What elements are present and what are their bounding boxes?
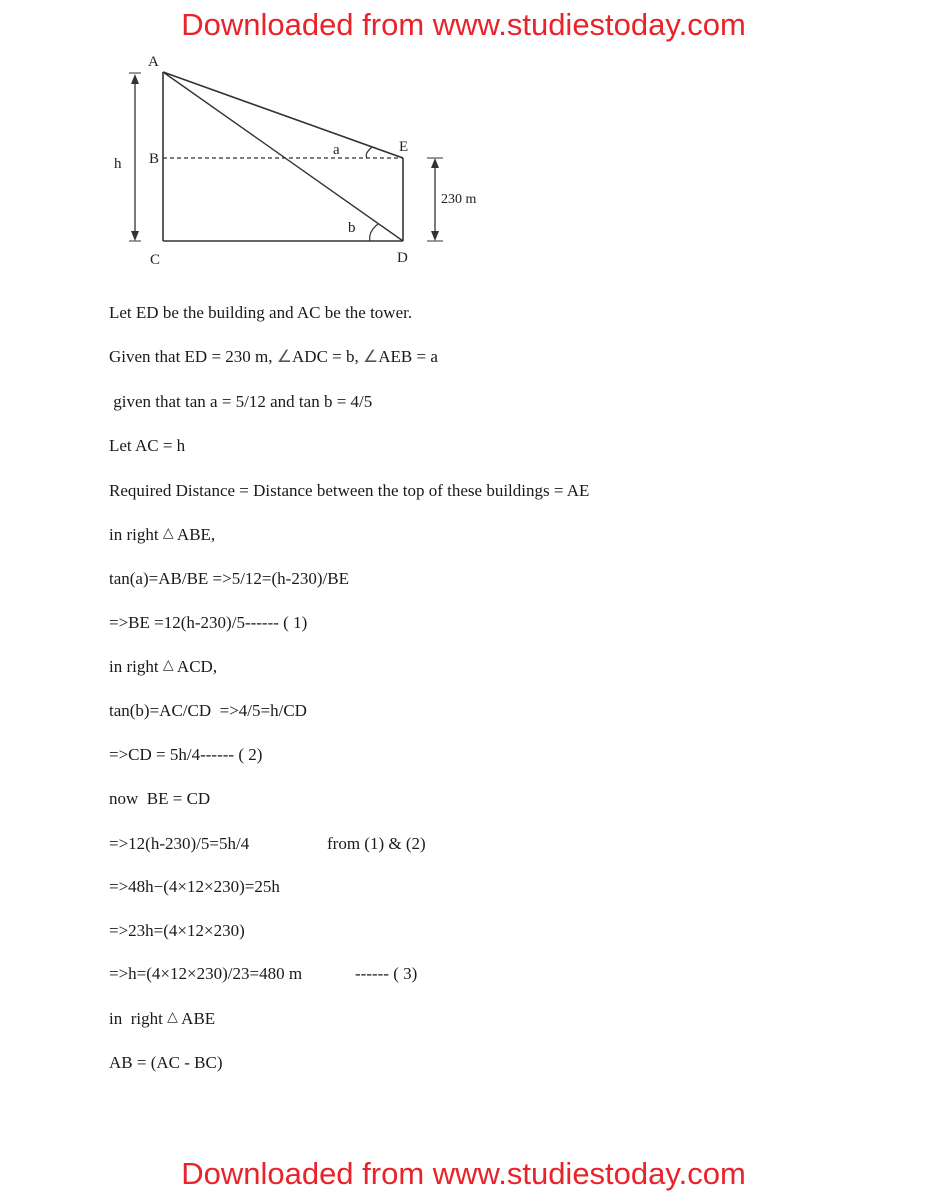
label-a-point: A [148, 54, 159, 70]
footer-banner: Downloaded from www.studiestoday.com [181, 1156, 746, 1191]
text-line-14: =>48h−(4×12×230)=25h [109, 877, 280, 896]
text-line-2: Given that ED = 230 m, ∠ADC = b, ∠AEB = a [109, 347, 438, 366]
text-line-10: tan(b)=AC/CD =>4/5=h/CD [109, 701, 307, 720]
triangle-icon: △ [167, 1010, 178, 1025]
label-d-point: D [397, 250, 408, 266]
label-angle-a: a [333, 142, 340, 158]
label-h: h [114, 156, 122, 172]
label-angle-b: b [348, 220, 356, 236]
text-line-11: =>CD = 5h/4------ ( 2) [109, 745, 263, 764]
text-line-5: Required Distance = Distance between the top of these buildings = AE [109, 481, 590, 500]
text-line-18: AB = (AC - BC) [109, 1053, 223, 1072]
ed-arrow-bottom [431, 231, 439, 241]
text-line-15: =>23h=(4×12×230) [109, 921, 245, 940]
text-line-1: Let ED be the building and AC be the tower. [109, 303, 413, 322]
triangle-icon: △ [162, 526, 174, 541]
line-ad [163, 72, 403, 241]
label-b-point: B [149, 151, 160, 167]
label-c-point: C [150, 252, 161, 268]
angle-icon: ∠ [276, 347, 293, 366]
angle-b-arc [370, 224, 378, 241]
header-banner: Downloaded from www.studiestoday.com [181, 7, 746, 42]
angle-a-arc [366, 147, 372, 158]
text-line-8: =>BE =12(h-230)/5------ ( 1) [109, 613, 308, 632]
text-line-7: tan(a)=AB/BE =>5/12=(h-230)/BE [109, 569, 349, 588]
text-line-12: now BE = CD [109, 789, 211, 808]
ed-arrow-top [431, 158, 439, 168]
text-line-9: in right △ ACD, [109, 657, 218, 676]
h-arrow-bottom [131, 231, 139, 241]
text-line-13: =>12(h-230)/5=5h/4 from (1) & (2) [109, 834, 426, 853]
label-e-point: E [399, 139, 409, 155]
text-line-16: =>h=(4×12×230)/23=480 m ------ ( 3) [109, 964, 418, 983]
angle-icon: ∠ [363, 347, 379, 366]
line-ae [163, 72, 403, 158]
text-line-4: Let AC = h [109, 436, 186, 455]
label-height-230: 230 m [441, 192, 477, 207]
text-line-6: in right △ ABE, [109, 525, 216, 544]
text-line-17: in right △ ABE [109, 1009, 216, 1028]
h-arrow-top [131, 74, 139, 84]
text-line-3: given that tan a = 5/12 and tan b = 4/5 [109, 392, 373, 411]
triangle-icon: △ [162, 658, 174, 673]
geometry-figure [100, 48, 510, 278]
